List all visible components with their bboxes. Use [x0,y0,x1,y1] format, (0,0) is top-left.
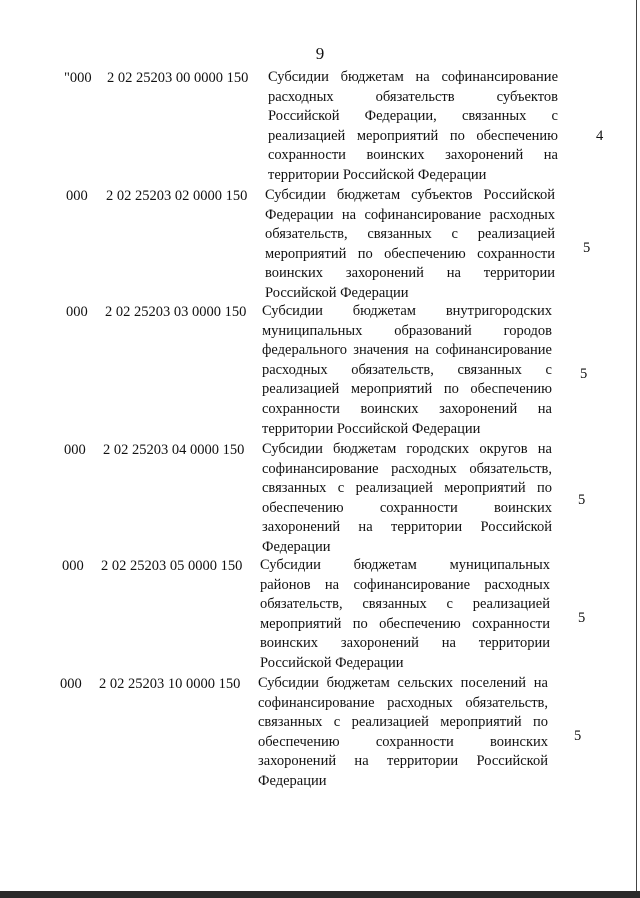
description-line: софинансирование расходных обязательств, [258,694,548,711]
income-code: 2 02 25203 10 0000 150 [99,676,241,692]
scan-edge-line [636,0,637,898]
description-line: территории Российской Федерации [268,166,487,183]
income-code: 2 02 25203 05 0000 150 [101,558,243,574]
description-line: реализацией мероприятий по обеспечению [268,127,558,144]
income-description [258,674,548,792]
description-line: Российской Федерации [265,284,409,301]
description-line: Субсидии бюджетам городских округов на [262,441,552,457]
description-line: обязательств, связанных с реализацией [260,596,550,613]
description-line: связанных с реализацией мероприятий по [262,480,552,497]
income-description [268,68,558,186]
description-line: Субсидии бюджетам муниципальных [260,557,550,573]
income-description [262,302,552,439]
admin-code: 000 [60,676,82,692]
admin-code: 000 [62,558,84,574]
description-line: обязательств, связанных с реализацией [265,226,555,243]
row-value: 5 [574,728,582,744]
row-value: 4 [596,128,604,144]
description-line: Субсидии бюджетам сельских поселений на [258,675,548,691]
description-line: Субсидии бюджетам внутригородских [262,303,552,319]
description-line: воинских захоронений на территории [260,635,550,652]
scan-bottom-border [0,891,640,898]
description-line: захоронений на территории Российской [262,519,552,536]
income-code: 2 02 25203 04 0000 150 [103,442,245,458]
description-line: реализацией мероприятий по обеспечению [262,381,552,398]
row-value: 5 [580,366,588,382]
description-line: районов на софинансирование расходных [260,576,550,593]
income-description [260,556,550,674]
description-line: мероприятий по обеспечению сохранности [265,245,555,262]
income-code: 2 02 25203 02 0000 150 [106,188,248,204]
row-value: 5 [583,240,591,256]
description-line: мероприятий по обеспечению сохранности [260,615,550,632]
description-line: Федерации [258,772,327,789]
description-line: территории Российской Федерации [262,420,481,437]
income-code: 2 02 25203 00 0000 150 [107,70,249,86]
description-line: обеспечению сохранности воинских [262,499,552,516]
admin-code: "000 [64,70,92,86]
description-line: Субсидии бюджетам на софинансирование [268,69,558,85]
description-line: захоронений на территории Российской [258,753,548,770]
admin-code: 000 [66,188,88,204]
description-line: федерального значения на софинансирование [262,342,552,359]
description-line: муниципальных образований городов [262,322,552,339]
description-line: связанных с реализацией мероприятий по [258,714,548,731]
income-description [265,186,555,304]
description-line: Российской Федерации [260,654,404,671]
description-line: Федерации на софинансирование расходных [265,206,555,223]
income-description [262,440,552,558]
description-line: Российской Федерации, связанных с [268,108,558,125]
page-number: 9 [315,44,325,63]
description-line: Субсидии бюджетам субъектов Российской [265,187,555,203]
description-line: расходных обязательств субъектов [268,88,558,105]
admin-code: 000 [64,442,86,458]
income-code: 2 02 25203 03 0000 150 [105,304,247,320]
description-line: софинансирование расходных обязательств, [262,460,552,477]
description-line: сохранности воинских захоронений на [262,400,552,417]
admin-code: 000 [66,304,88,320]
description-line: обеспечению сохранности воинских [258,733,548,750]
row-value: 5 [578,492,586,508]
description-line: воинских захоронений на территории [265,265,555,282]
description-line: сохранности воинских захоронений на [268,147,558,164]
description-line: расходных обязательств, связанных с [262,361,552,378]
row-value: 5 [578,610,586,626]
description-line: Федерации [262,538,331,555]
